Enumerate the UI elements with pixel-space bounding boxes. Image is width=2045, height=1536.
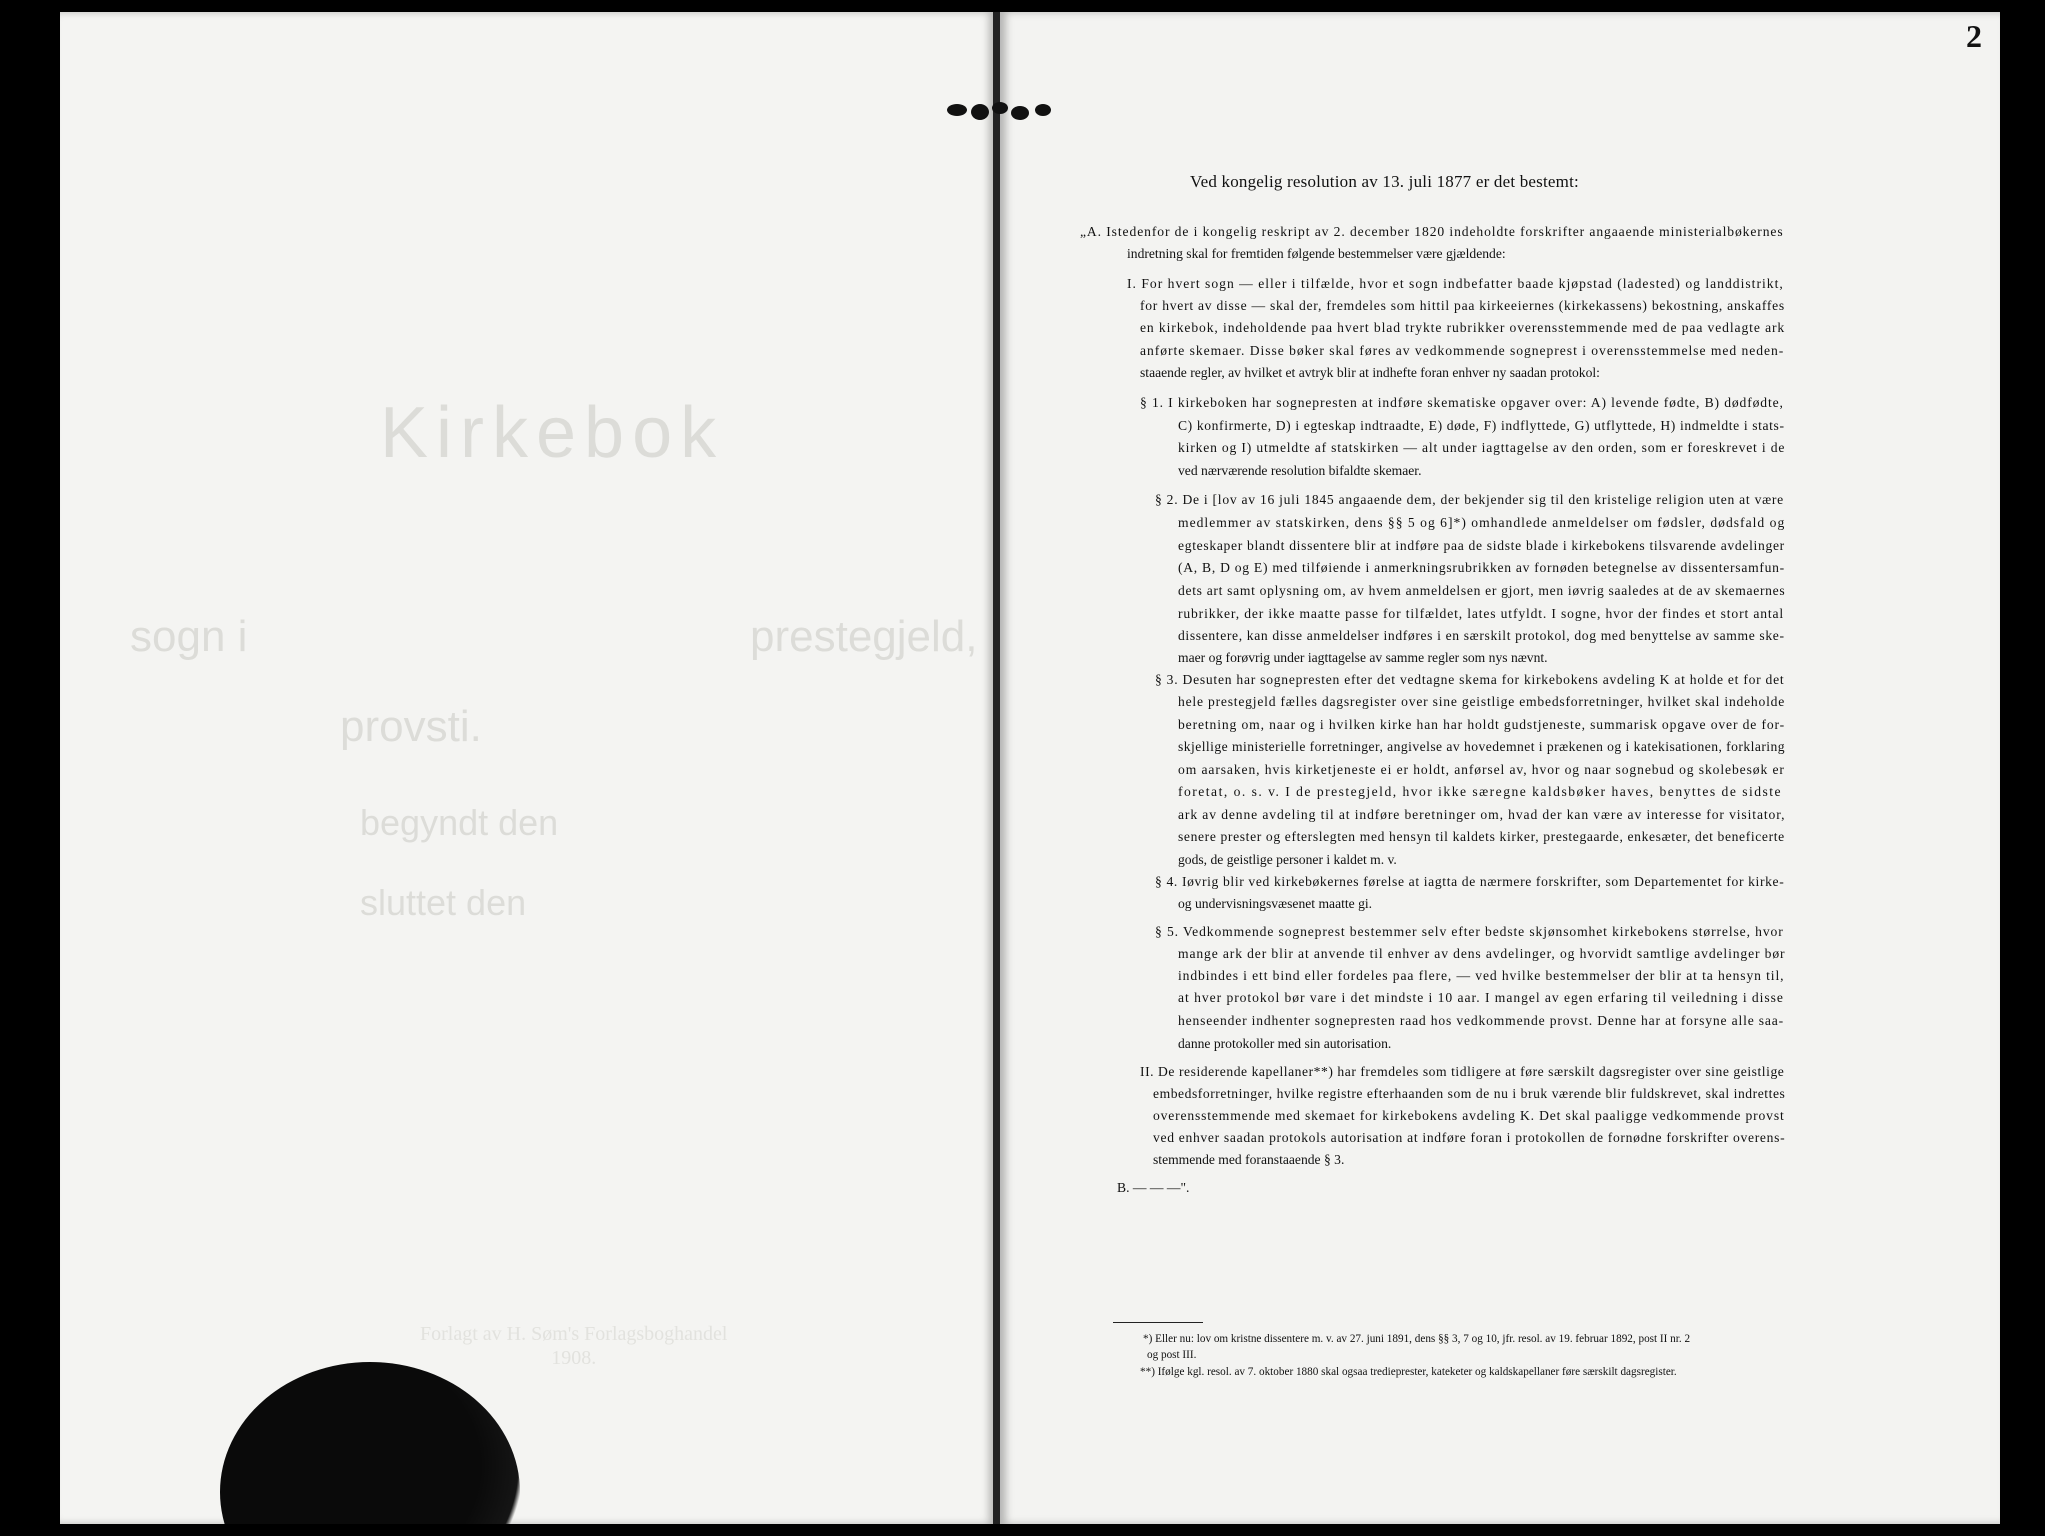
- text-line: foretat, o. s. v. I de prestegjeld, hvor ikke særegne kaldsbøker haves, benyttes de sidste: [1178, 784, 1783, 799]
- text-line: overensstemmende med skemaet for kirkebokens avdeling K. Det skal paaligge vedkommende provst: [1153, 1108, 1785, 1123]
- text-line: mange ark der blir at anvende til enhver av dens avdelinger, og hvorvidt samtlige avdelinger bør: [1178, 946, 1786, 961]
- text-line: C) konfirmerte, D) i egteskap indtraadte, E) døde, F) indflyttede, G) utflyttede, H) indmeldte i stats-: [1178, 418, 1785, 433]
- text-line: B. — — —".: [1117, 1180, 1190, 1195]
- text-line: anførte skemaer. Disse bøker skal føres av vedkommende sogneprest i overensstemmelse med neden-: [1140, 343, 1785, 358]
- text-line: ved nærværende resolution bifaldte skemaer.: [1178, 463, 1422, 478]
- text-line: § 2. De i [lov av 16 juli 1845 angaaende dem, der bekjender sig til den kristelige religion uten at være: [1155, 492, 1784, 507]
- text-line: om aarsaken, hvis kirketjeneste ei er holdt, anførsel av, hvor og naar sognebud og skolebesøk er: [1178, 762, 1785, 777]
- text-line: dets art samt oplysning om, av hvem anmeldelsen er gjort, men iøvrig saaledes at de av skemaernes: [1178, 583, 1786, 598]
- prestegjeld-word: prestegjeld,: [750, 612, 978, 661]
- text-line: § 3. Desuten har sognepresten efter det vedtagne skema for kirkebokens avdeling K at holde et for det: [1155, 672, 1785, 687]
- footnote-line: *) Eller nu: lov om kristne dissentere m. v. av 27. juni 1891, dens §§ 3, 7 og 10, jfr. resol. av 19. februar 1892, post II nr. 2: [1143, 1333, 1691, 1345]
- text-line: § 5. Vedkommende sogneprest bestemmer selv efter bedste skjønsomhet kirkebokens størrelse, hvor: [1155, 924, 1784, 939]
- text-line: at hver protokol bør vare i det mindste i 10 aar. I mangel av egen erfaring til veiledning i disse: [1178, 990, 1784, 1005]
- begynt-line-showthrough: begyndt den: [360, 802, 559, 843]
- footnote-line: og post III.: [1147, 1349, 1197, 1361]
- provsti-line-showthrough: provsti.: [340, 702, 482, 751]
- text-line: kirken og I) utmeldte af statskirken — alt under iagttagelse av den orden, som er foreskrevet i de: [1178, 440, 1786, 455]
- text-line: indbindes i ett bind eller fordeles paa flere, — ved hvilke bestemmelser der blir at ta hensyn til,: [1178, 968, 1785, 983]
- text-line: senere prester og efterslegten med hensyn til kaldets kirker, prestegaarde, enkesæter, det beneficerte: [1178, 829, 1785, 844]
- text-line: og undervisningsvæsenet maatte gi.: [1178, 896, 1373, 911]
- text-line: § 1. I kirkeboken har sognepresten at indføre skematiske opgaver over: A) levende fødte, B) dødfødte,: [1140, 395, 1784, 410]
- text-line: ved enhver saadan protokols autorisation at indføre foran i protokollen de fornødne forskrifter overens-: [1153, 1130, 1786, 1145]
- text-line: § 4. Iøvrig blir ved kirkebøkernes førelse at iagtta de nærmere forskrifter, som Departementet for kirke-: [1155, 874, 1785, 889]
- publisher-showthrough: Forlagt av H. Søm's Forlagsboghandel 1908.: [420, 1323, 728, 1369]
- title-showthrough: Kirkebok: [380, 393, 725, 473]
- footnote-line: **) Ifølge kgl. resol. av 7. oktober 1880 skal ogsaa tredieprester, kateketer og kaldskapellaner føre særskilt dagsregister.: [1140, 1366, 1677, 1378]
- text-line: maer og forøvrig under iagttagelse av samme regler som nys nævnt.: [1178, 650, 1548, 665]
- text-line: „A. Istedenfor de i kongelig reskript av 2. december 1820 indeholdte forskrifter angaaende ministerialbøkernes: [1080, 224, 1784, 239]
- text-line: ark av denne avdeling til at indføre beretninger om, hvad der kan være av interesse for visitator,: [1178, 807, 1786, 822]
- text-line: skjellige ministerielle forretninger, angivelse av hovedemnet i prækenen og i katekisationen, forklaring: [1178, 739, 1786, 754]
- text-line: for hvert av disse — skal der, fremdeles som hittil paa kirkeeiernes (kirkekassens) bekostning, anskaffes: [1140, 298, 1785, 313]
- sluttet-line-showthrough: sluttet den: [360, 882, 527, 923]
- text-line: staaende regler, av hvilket et avtryk blir at indhefte foran enhver ny saadan protokol:: [1140, 365, 1600, 380]
- text-line: egteskaper blandt dissentere blir at indføre paa de sidste blade i kirkebokens tilsvarende avdelinger: [1178, 538, 1785, 553]
- text-line: henseender indhenter sognepresten raad hos vedkommende provst. Denne har at forsyne alle saa-: [1178, 1013, 1784, 1028]
- resolution-heading: Ved kongelig resolution av 13. juli 1877 er det bestemt:: [1190, 172, 1579, 191]
- ink-smudge-mark: [945, 96, 1055, 126]
- left-page: [60, 12, 995, 1524]
- text-line: (A, B, D og E) med tilføiende i anmerkningsrubrikken av fornøden betegnelse av dissentersamfun-: [1178, 560, 1785, 575]
- text-line: stemmende med foranstaaende § 3.: [1153, 1152, 1345, 1167]
- text-line: II. De residerende kapellaner**) har fremdeles som tidligere at føre særskilt dagsregister over sine geistlige: [1140, 1064, 1785, 1079]
- text-line: indretning skal for fremtiden følgende bestemmelser være gjældende:: [1127, 246, 1506, 261]
- text-line: rubrikker, der ikke maatte passe for tilfældet, lates utfyldt. I sogne, hvor der findes et stort antal: [1178, 606, 1785, 621]
- text-line: gods, de geistlige personer i kaldet m. v.: [1178, 852, 1397, 867]
- text-line: dissentere, kan disse anmeldelser indføres i en særskilt protokol, dog med benyttelse av samme ske-: [1178, 628, 1785, 643]
- text-line: I. For hvert sogn — eller i tilfælde, hvor et sogn indbefatter baade kjøpstad (ladested) og landdistrikt,: [1127, 276, 1784, 291]
- text-line: hele prestegjeld fælles dagsregister over sine geistlige embedsforretninger, hvilket skal indeholde: [1178, 694, 1786, 709]
- text-line: beretning om, naar og i hvilken kirke han har holdt gudstjeneste, summarisk opgave over de for-: [1178, 717, 1786, 732]
- text-line: embedsforretninger, hvilke registre efterhaanden som de nu i bruk værende blir fuldskrevet, skal indrettes: [1153, 1086, 1786, 1101]
- page-number: 2: [1966, 18, 1982, 54]
- thumb-shadow: [220, 1362, 520, 1524]
- footnote-rule: [1113, 1322, 1203, 1323]
- text-line: medlemmer av statskirken, dens §§ 5 og 6]*) omhandlede anmeldelser om fødsler, dødsfald og: [1178, 515, 1786, 530]
- text-line: danne protokoller med sin autorisation.: [1178, 1036, 1392, 1051]
- text-line: en kirkebok, indeholdende paa hvert blad trykte rubrikker overensstemmende med de paa vedlagte ark: [1140, 320, 1786, 335]
- sogn-word: sogn i: [130, 612, 248, 661]
